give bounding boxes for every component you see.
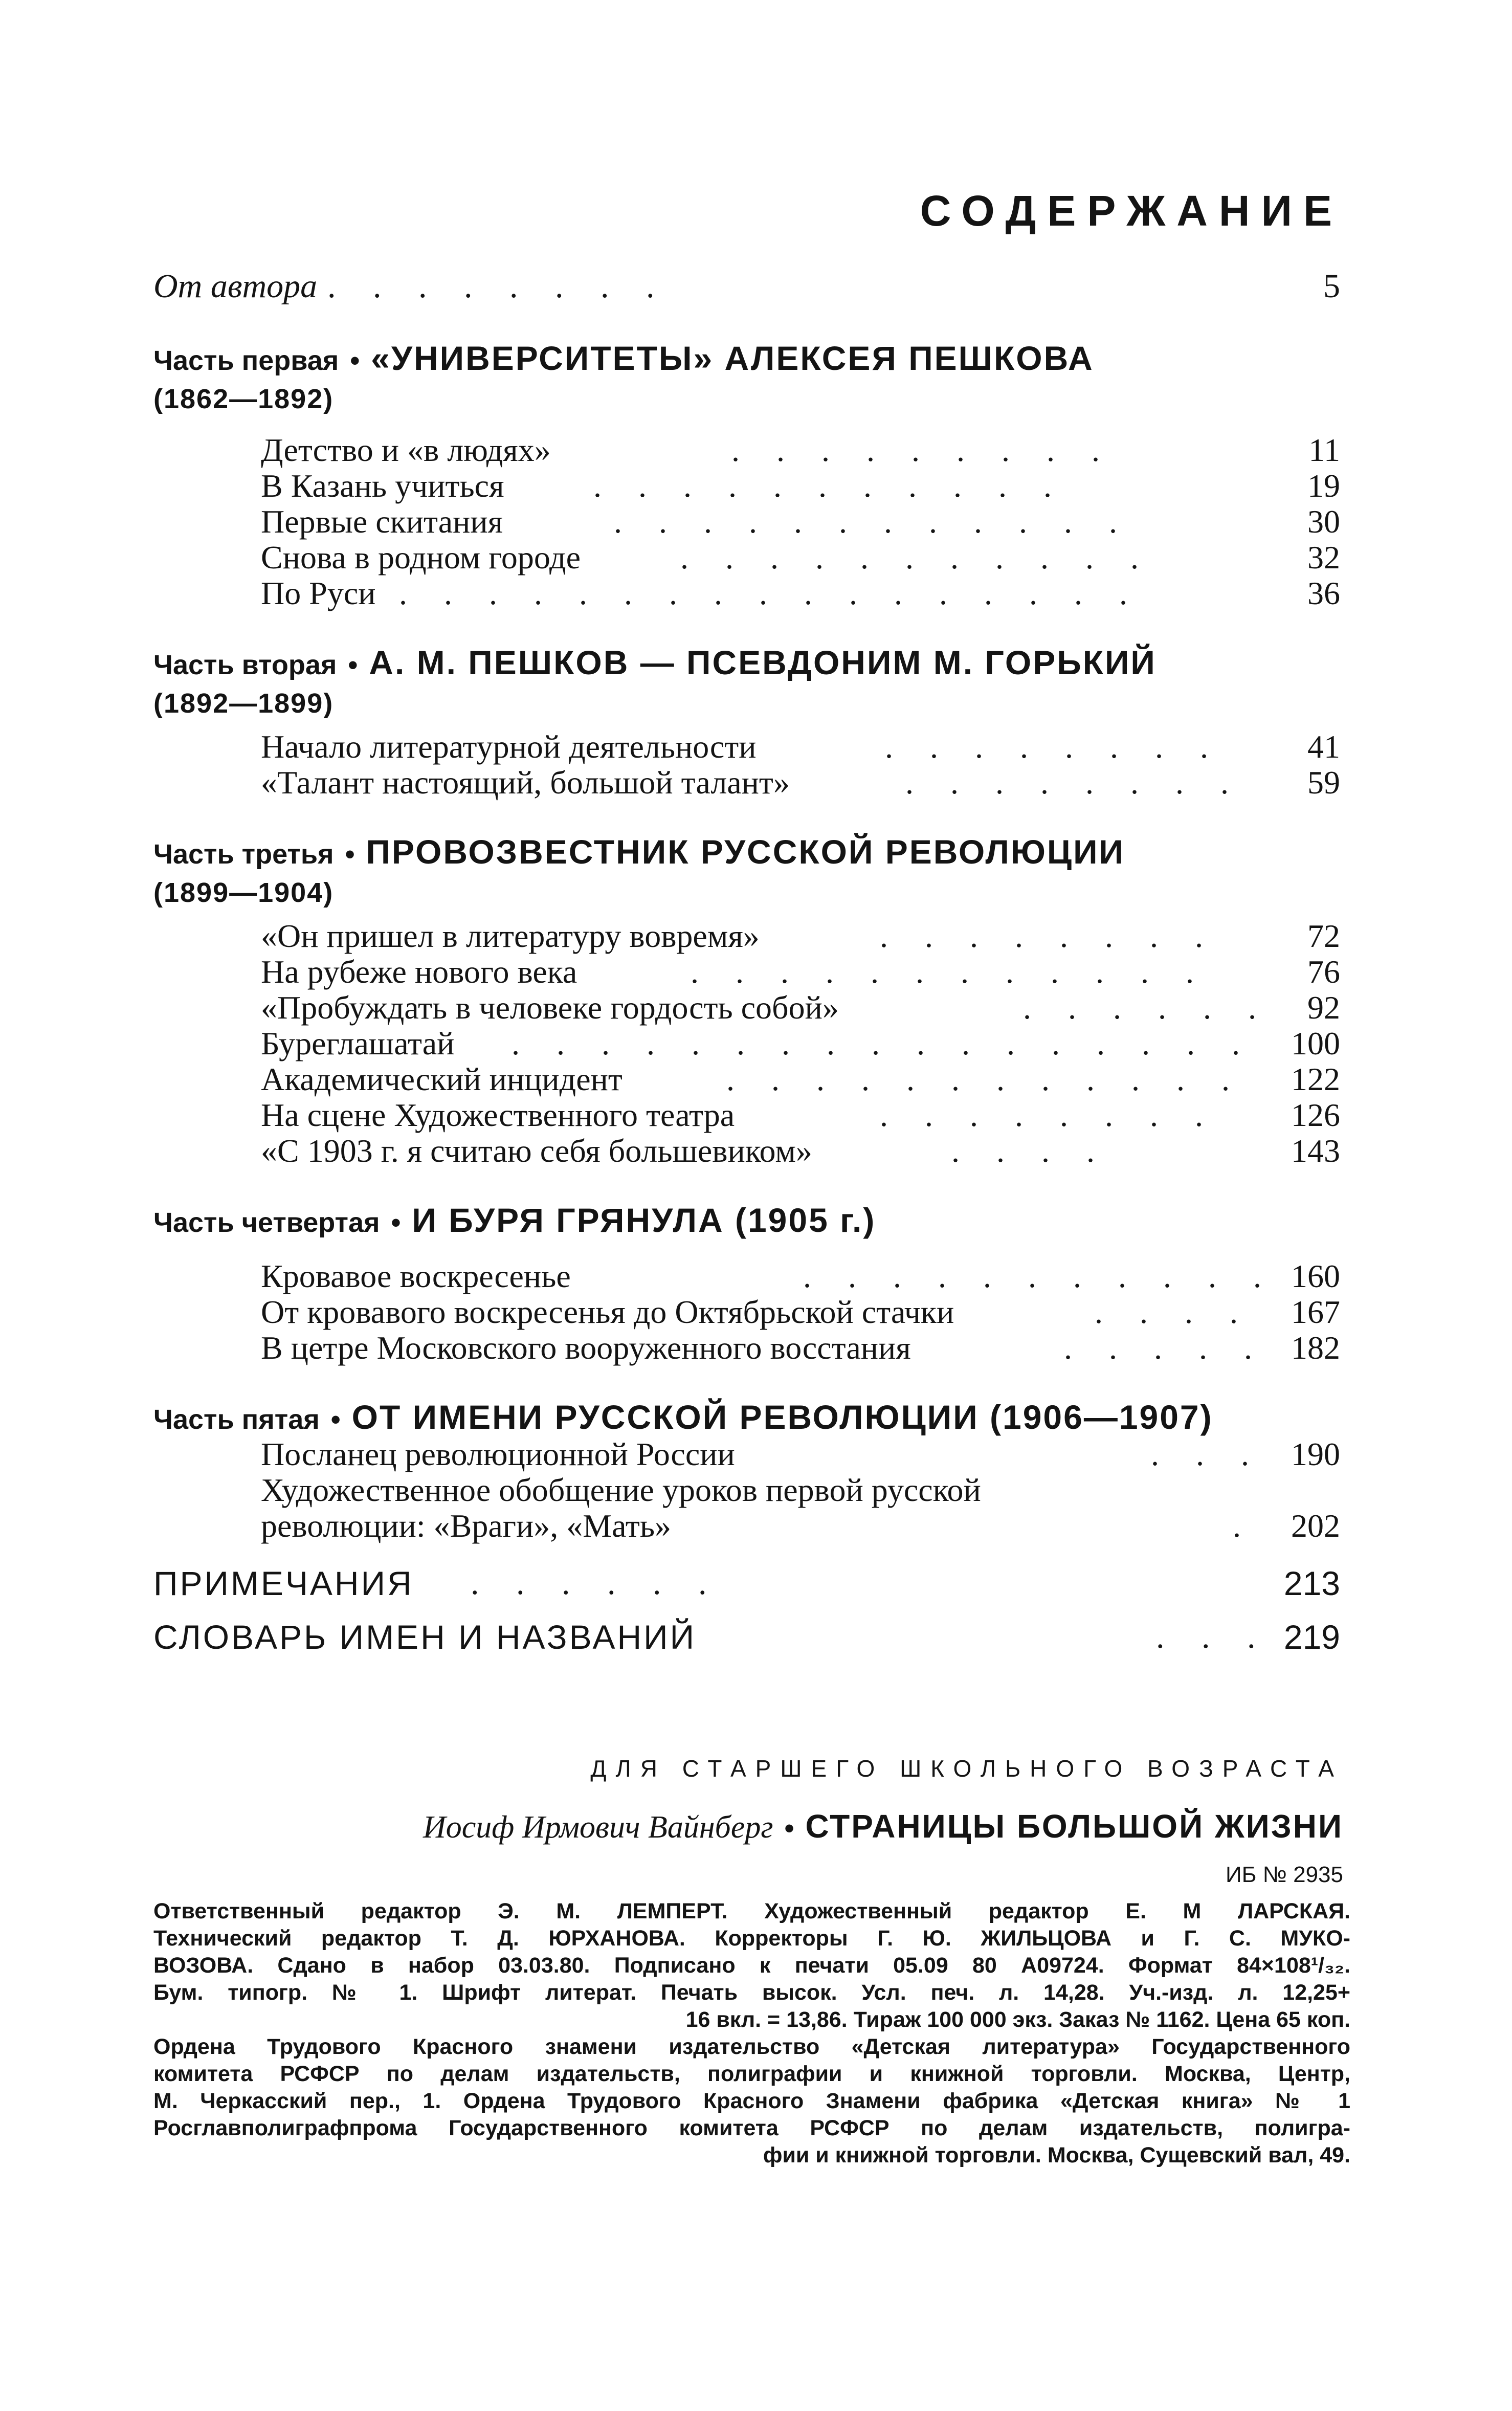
entry-label: От автора <box>153 268 318 305</box>
dot-leader: . . . . . . . . . <box>731 432 1114 468</box>
dot-leader: . . . . . . . . . . . <box>680 539 1153 576</box>
entry-label: Кровавое воскресенье <box>261 1258 571 1294</box>
entry-page: 126 <box>1291 1097 1340 1133</box>
part-label: Часть третья <box>153 839 334 870</box>
toc-entry[interactable] <box>153 504 1340 540</box>
part-years: (1899—1904) <box>153 877 334 908</box>
imprint-line: Ордена Трудового Красного знамени издательство «Детская литература» Государственного <box>153 2034 1350 2059</box>
entry-label: В Казань учиться <box>261 468 504 504</box>
toc-entry[interactable] <box>153 540 1340 576</box>
part-title: «УНИВЕРСИТЕТЫ» АЛЕКСЕЯ ПЕШКОВА <box>371 339 1094 377</box>
part-heading <box>153 338 1381 419</box>
part-label: Часть первая <box>153 345 339 376</box>
entry-page: 213 <box>1283 1564 1340 1602</box>
entry-label: «Талант настоящий, большой талант» <box>261 764 790 801</box>
dot-leader: . . . . . . . . . . . . <box>614 503 1131 540</box>
toc-entry[interactable] <box>153 990 1340 1026</box>
entry-label: «Он пришел в литературу вовремя» <box>261 918 760 954</box>
entry-page: 41 <box>1307 728 1340 765</box>
dot-leader: . . . . . . . . <box>885 728 1222 765</box>
bullet-icon: • <box>350 345 360 376</box>
entry-page: 76 <box>1307 954 1340 990</box>
part-title: ОТ ИМЕНИ РУССКОЙ РЕВОЛЮЦИИ (1906—1907) <box>351 1398 1213 1436</box>
bullet-icon: • <box>391 1207 401 1238</box>
imprint-line: 16 вкл. = 13,86. Тираж 100 000 экз. Заказ № 1162. Цена 65 коп. <box>685 2007 1350 2032</box>
imprint-text <box>153 1898 1350 2169</box>
dot-leader: . . . . <box>1095 1294 1252 1330</box>
page-title: СОДЕРЖАНИЕ <box>920 187 1343 235</box>
toc-entry[interactable] <box>153 576 1340 611</box>
entry-page: 219 <box>1283 1618 1340 1656</box>
age-note: ДЛЯ СТАРШЕГО ШКОЛЬНОГО ВОЗРАСТА <box>590 1755 1343 1782</box>
bullet-icon: • <box>784 1813 794 1844</box>
bullet-icon: • <box>330 1404 341 1435</box>
imprint-line: М. Черкасский пер., 1. Ордена Трудового Красного Знамени фабрика «Детская книга» № 1 <box>153 2089 1350 2113</box>
dot-leader: . . . . . . . . . . . <box>593 468 1066 504</box>
toc-entry[interactable] <box>153 1330 1340 1366</box>
toc-entry[interactable] <box>153 729 1340 765</box>
entry-page: 59 <box>1307 764 1340 801</box>
entry-label: «Пробуждать в человеке гордость собой» <box>261 989 839 1026</box>
dot-leader: . . . . . . . . . . . . . . . . . <box>512 1025 1254 1061</box>
part-years: (1892—1899) <box>153 688 334 719</box>
toc-entry[interactable] <box>153 954 1340 990</box>
dot-leader: . . . . . . <box>1023 989 1271 1026</box>
entry-label: Начало литературной деятельности <box>261 728 757 765</box>
dot-leader: . . . . . . <box>471 1564 721 1602</box>
toc-entry[interactable] <box>153 468 1340 504</box>
entry-page: 167 <box>1291 1294 1340 1330</box>
dot-leader: . . . . . . . . . . . <box>803 1258 1276 1294</box>
toc-entry[interactable] <box>153 1294 1340 1330</box>
part-heading <box>153 1397 1381 1437</box>
dot-leader: . . . . . <box>1064 1330 1266 1366</box>
part-heading <box>153 642 1381 724</box>
entry-label: Буреглашатай <box>261 1025 455 1061</box>
toc-entry[interactable] <box>153 1061 1340 1097</box>
entry-page: 122 <box>1291 1061 1340 1097</box>
toc-entry-index[interactable] <box>153 1617 1340 1657</box>
part-heading <box>153 831 1381 913</box>
toc-entry[interactable] <box>153 1133 1340 1169</box>
entry-label: ПРИМЕЧАНИЯ <box>153 1564 414 1602</box>
dot-leader: . . . . . . . . <box>905 764 1243 801</box>
dot-leader: . . . . <box>951 1133 1109 1169</box>
bullet-icon: • <box>348 650 358 680</box>
entry-label: революции: «Враги», «Мать» <box>261 1508 672 1544</box>
dot-leader: . . . . . . . . . . . . <box>726 1061 1244 1097</box>
imprint-line: Бум. типогр. № 1. Шрифт литерат. Печать высок. Усл. печ. л. 14,28. Уч.-изд. л. 12,25+ <box>153 1980 1350 2005</box>
entry-label: Первые скитания <box>261 503 503 540</box>
imprint-line: Ответственный редактор Э. М. ЛЕМПЕРТ. Художественный редактор Е. М ЛАРСКАЯ. <box>153 1899 1350 1923</box>
toc-entry-preface[interactable] <box>153 266 1340 307</box>
toc-entry[interactable] <box>153 1026 1340 1061</box>
entry-page: 92 <box>1307 989 1340 1026</box>
dot-leader: . . . . . . . . <box>880 1097 1217 1133</box>
imprint-line: ВОЗОВА. Сдано в набор 03.03.80. Подписано к печати 05.09 80 А09724. Формат 84×108¹/₃₂. <box>153 1953 1350 1978</box>
entry-page: 30 <box>1307 503 1340 540</box>
entry-page: 11 <box>1308 432 1340 468</box>
entry-page: 32 <box>1307 539 1340 576</box>
part-title: И БУРЯ ГРЯНУЛА (1905 г.) <box>412 1201 876 1239</box>
toc-entry[interactable] <box>153 1472 1340 1508</box>
entry-page: 72 <box>1307 918 1340 954</box>
entry-label: «С 1903 г. я считаю себя большевиком» <box>261 1133 812 1169</box>
entry-page: 5 <box>1323 268 1340 305</box>
dot-leader: . <box>1233 1508 1255 1544</box>
entry-label: От кровавого воскресенья до Октябрьской стачки <box>261 1294 954 1330</box>
author-name: Иосиф Ирмович Вайнберг <box>423 1810 773 1845</box>
book-credit <box>423 1806 1343 1856</box>
imprint-line: Росглавполиграфпрома Государственного комитета РСФСР по делам издательств, полигра- <box>153 2116 1350 2140</box>
entry-label: По Руси <box>261 575 376 611</box>
entry-page: 19 <box>1307 468 1340 504</box>
entry-page: 202 <box>1291 1508 1340 1544</box>
entry-page: 190 <box>1291 1436 1340 1472</box>
entry-page: 143 <box>1291 1133 1340 1169</box>
entry-label: Художественное обобщение уроков первой русской <box>261 1472 981 1508</box>
entry-label: СЛОВАРЬ ИМЕН И НАЗВАНИЙ <box>153 1618 697 1656</box>
entry-page: 182 <box>1291 1330 1340 1366</box>
toc-entry[interactable] <box>153 1258 1340 1294</box>
part-title: А. М. ПЕШКОВ — ПСЕВДОНИМ М. ГОРЬКИЙ <box>369 644 1157 681</box>
entry-label: Детство и «в людях» <box>261 432 551 468</box>
part-label: Часть четвертая <box>153 1207 380 1238</box>
entry-label: Снова в родном городе <box>261 539 581 576</box>
dot-leader: . . . . . . . . <box>327 268 669 305</box>
entry-page: 36 <box>1307 575 1340 611</box>
part-years: (1862—1892) <box>153 384 334 414</box>
toc-entry[interactable] <box>153 432 1340 468</box>
toc-entry-notes[interactable] <box>153 1563 1340 1604</box>
part-label: Часть пятая <box>153 1404 320 1435</box>
toc-entry[interactable] <box>153 1436 1340 1472</box>
toc-entry[interactable] <box>153 1097 1340 1133</box>
dot-leader: . . . <box>1156 1618 1270 1655</box>
part-label: Часть вторая <box>153 650 337 680</box>
dot-leader: . . . <box>1151 1436 1263 1472</box>
bullet-icon: • <box>345 839 355 870</box>
part-heading <box>153 1200 1381 1241</box>
imprint-line: Технический редактор Т. Д. ЮРХАНОВА. Корректоры Г. Ю. ЖИЛЬЦОВА и Г. С. МУКО- <box>153 1926 1350 1951</box>
entry-page: 160 <box>1291 1258 1340 1294</box>
ib-number: ИБ № 2935 <box>1225 1862 1343 1887</box>
toc-entry[interactable] <box>153 1508 1340 1544</box>
entry-label: На рубеже нового века <box>261 954 577 990</box>
book-title: СТРАНИЦЫ БОЛЬШОЙ ЖИЗНИ <box>805 1808 1343 1845</box>
toc-entry[interactable] <box>153 918 1340 954</box>
entry-label: В цетре Московского вооруженного восстания <box>261 1330 911 1366</box>
part-title: ПРОВОЗВЕСТНИК РУССКОЙ РЕВОЛЮЦИИ <box>366 833 1125 871</box>
dot-leader: . . . . . . . . <box>880 918 1217 954</box>
imprint-line: комитета РСФСР по делам издательств, полиграфии и книжной торговли. Москва, Центр, <box>153 2062 1350 2086</box>
dot-leader: . . . . . . . . . . . . . . . . . <box>399 575 1142 611</box>
dot-leader: . . . . . . . . . . . . <box>691 954 1208 990</box>
toc-entry[interactable] <box>153 765 1340 801</box>
entry-page: 100 <box>1291 1025 1340 1061</box>
imprint-line: фии и книжной торговли. Москва, Сущевский вал, 49. <box>763 2143 1350 2167</box>
entry-label: Академический инцидент <box>261 1061 622 1097</box>
entry-label: Посланец революционной России <box>261 1436 735 1472</box>
entry-label: На сцене Художественного театра <box>261 1097 735 1133</box>
